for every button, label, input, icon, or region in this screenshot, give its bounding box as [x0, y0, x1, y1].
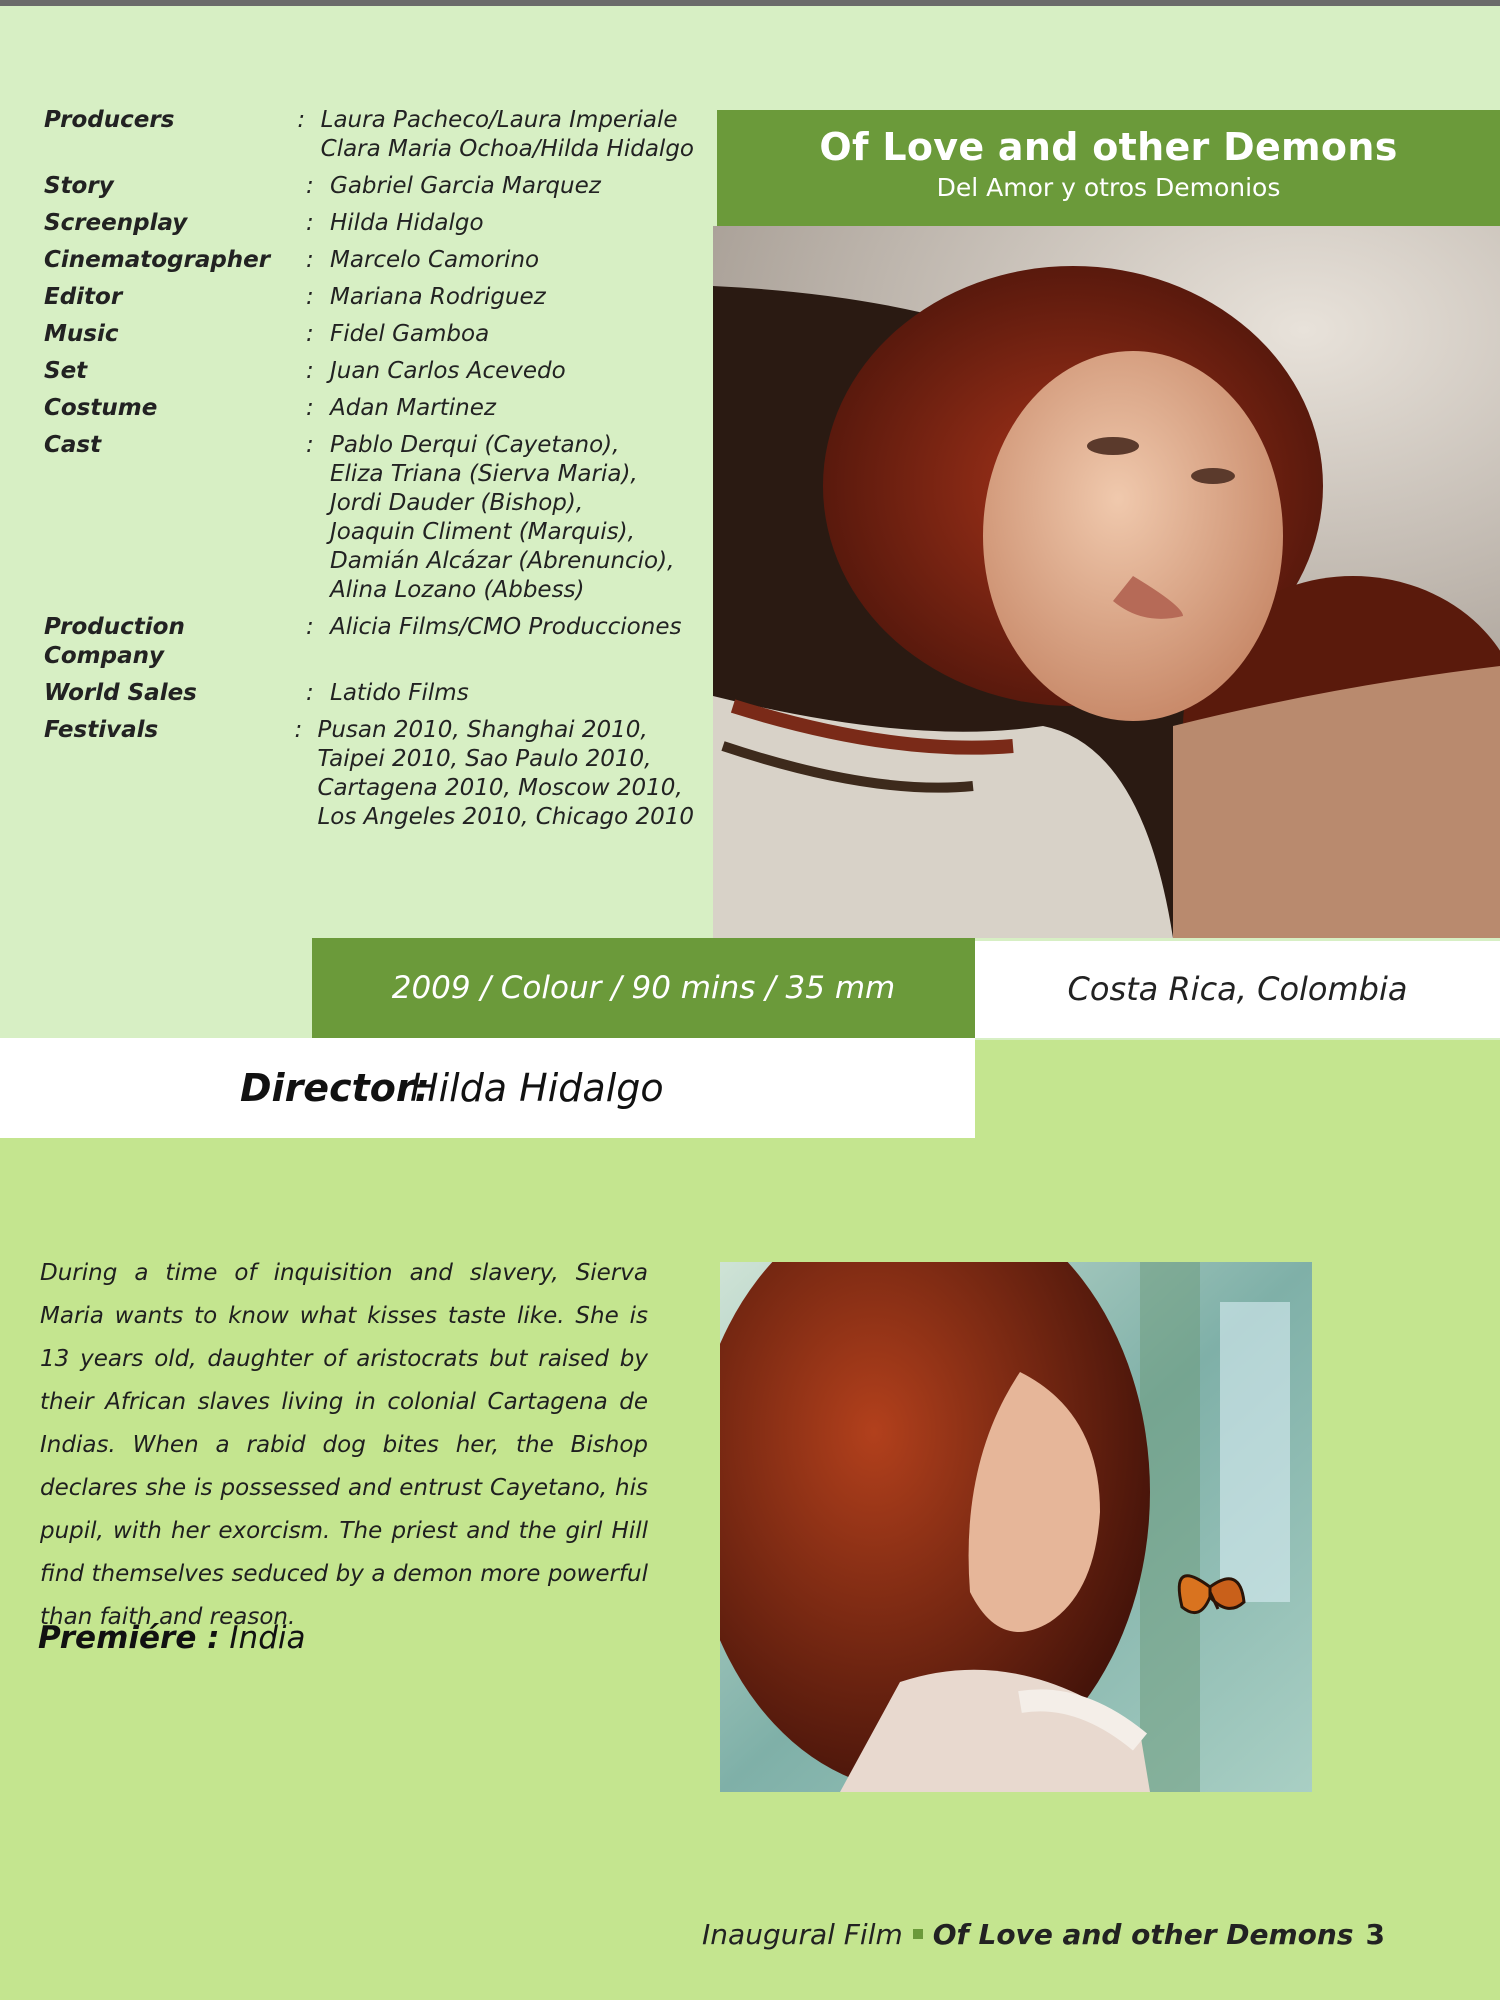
credit-label: Story [44, 173, 114, 199]
credit-value-line: Mariana Rodriguez [330, 284, 546, 310]
credit-row [44, 679, 694, 708]
credit-row [44, 394, 694, 423]
film-still-girl-on-pillow [713, 226, 1500, 938]
footer-film-title: Of Love and other Demons [932, 1918, 1354, 1951]
credit-value-line: Joaquin Climent (Marquis), [330, 519, 635, 545]
credit-values [330, 357, 694, 386]
credit-value-line: Taipei 2010, Sao Paulo 2010, [317, 746, 652, 772]
credit-row [44, 716, 694, 832]
credit-label: World Sales [44, 680, 197, 706]
credit-row [44, 106, 694, 164]
credit-separator: : [306, 284, 314, 310]
credit-value-line: Pusan 2010, Shanghai 2010, [317, 717, 648, 743]
footer-bullet-icon [913, 1929, 923, 1939]
credit-value-line: Cartagena 2010, Moscow 2010, [317, 775, 683, 801]
credit-separator: : [306, 358, 314, 384]
credit-separator: : [306, 680, 314, 706]
credits-list [44, 106, 694, 832]
credit-label: Production Company [44, 614, 185, 669]
credit-values [330, 679, 694, 708]
footer-section: Inaugural Film [702, 1918, 903, 1951]
credit-separator: : [306, 321, 314, 347]
credit-value-line: Fidel Gamboa [330, 321, 490, 347]
credit-separator: : [294, 717, 303, 743]
credit-value-line: Gabriel Garcia Marquez [330, 173, 601, 199]
credit-value-line: Hilda Hidalgo [330, 210, 484, 236]
film-subtitle: Del Amor y otros Demonios [936, 173, 1281, 202]
credit-separator: : [306, 614, 314, 640]
credit-values [330, 431, 694, 605]
credit-value-line: Alicia Films/CMO Producciones [330, 614, 682, 640]
credit-value-line: Eliza Triana (Sierva Maria), [330, 461, 638, 487]
film-still-girl-with-butterfly [720, 1262, 1312, 1792]
country-bar: Costa Rica, Colombia [975, 941, 1500, 1038]
credit-values [330, 613, 694, 671]
credit-values [330, 283, 694, 312]
credit-label: Screenplay [44, 210, 188, 236]
credit-value-line: Adan Martinez [330, 395, 496, 421]
credit-values [330, 394, 694, 423]
credit-separator: : [306, 210, 314, 236]
film-title: Of Love and other Demons [819, 125, 1398, 169]
credit-row [44, 209, 694, 238]
still-image-1 [713, 226, 1500, 938]
credit-row [44, 613, 694, 671]
credit-separator: : [306, 173, 314, 199]
credit-label: Music [44, 321, 119, 347]
credit-values [321, 106, 694, 164]
synopsis-text: During a time of inquisition and slavery, Sierva Maria wants to know what kisses taste like. She is 13 years old, daughter of aristocrats but raised by their African slaves living in colonial Cartagena de Indias. When a rabid dog bites her, the Bishop declares she is possessed and entrust Cayetano, his pupil, with her exorcism. The priest and the girl Hill find themselves seduced by a demon more powerful than faith and reason. [40, 1260, 648, 1630]
director-bar [0, 1038, 975, 1138]
credit-value-line: Damián Alcázar (Abrenuncio), [330, 548, 675, 574]
credit-label: Cinematographer [44, 247, 271, 273]
page-number: 3 [1365, 1918, 1385, 1951]
credit-separator: : [306, 432, 314, 458]
credit-label: Set [44, 358, 88, 384]
credit-value-line: Marcelo Camorino [330, 247, 540, 273]
credit-row [44, 172, 694, 201]
credit-separator: : [306, 247, 314, 273]
credit-value-line: Alina Lozano (Abbess) [330, 577, 585, 603]
credit-separator: : [297, 107, 306, 133]
credit-values [330, 172, 694, 201]
credit-row [44, 431, 694, 605]
credit-value-line: Los Angeles 2010, Chicago 2010 [317, 804, 694, 830]
director-name: Hilda Hidalgo [410, 1066, 664, 1110]
credit-row [44, 283, 694, 312]
credit-value-line: Laura Pacheco/Laura Imperiale [320, 107, 678, 133]
credit-label: Festivals [44, 717, 159, 743]
still-image-2 [720, 1262, 1312, 1792]
page-footer [702, 1918, 1385, 1951]
credit-values [317, 716, 694, 832]
premiere-value: India [229, 1620, 306, 1656]
credit-row [44, 320, 694, 349]
top-edge-strip [0, 0, 1500, 6]
credit-values [330, 246, 694, 275]
specs-bar: 2009 / Colour / 90 mins / 35 mm [312, 938, 975, 1038]
credit-label: Cast [44, 432, 102, 458]
credit-value-line: Juan Carlos Acevedo [330, 358, 566, 384]
credit-row [44, 357, 694, 386]
credit-separator: : [306, 395, 314, 421]
premiere-label: Premiére : [38, 1620, 220, 1656]
credit-label: Editor [44, 284, 123, 310]
credit-values [330, 320, 694, 349]
credit-value-line: Pablo Derqui (Cayetano), [330, 432, 620, 458]
credit-label: Costume [44, 395, 158, 421]
premiere-line [38, 1620, 305, 1656]
title-banner [717, 110, 1500, 226]
credit-value-line: Jordi Dauder (Bishop), [330, 490, 584, 516]
credit-value-line: Latido Films [330, 680, 469, 706]
director-label: Director: [240, 1066, 430, 1110]
credit-value-line: Clara Maria Ochoa/Hilda Hidalgo [320, 136, 694, 162]
credit-label: Producers [44, 107, 175, 133]
credit-row [44, 246, 694, 275]
credit-values [330, 209, 694, 238]
